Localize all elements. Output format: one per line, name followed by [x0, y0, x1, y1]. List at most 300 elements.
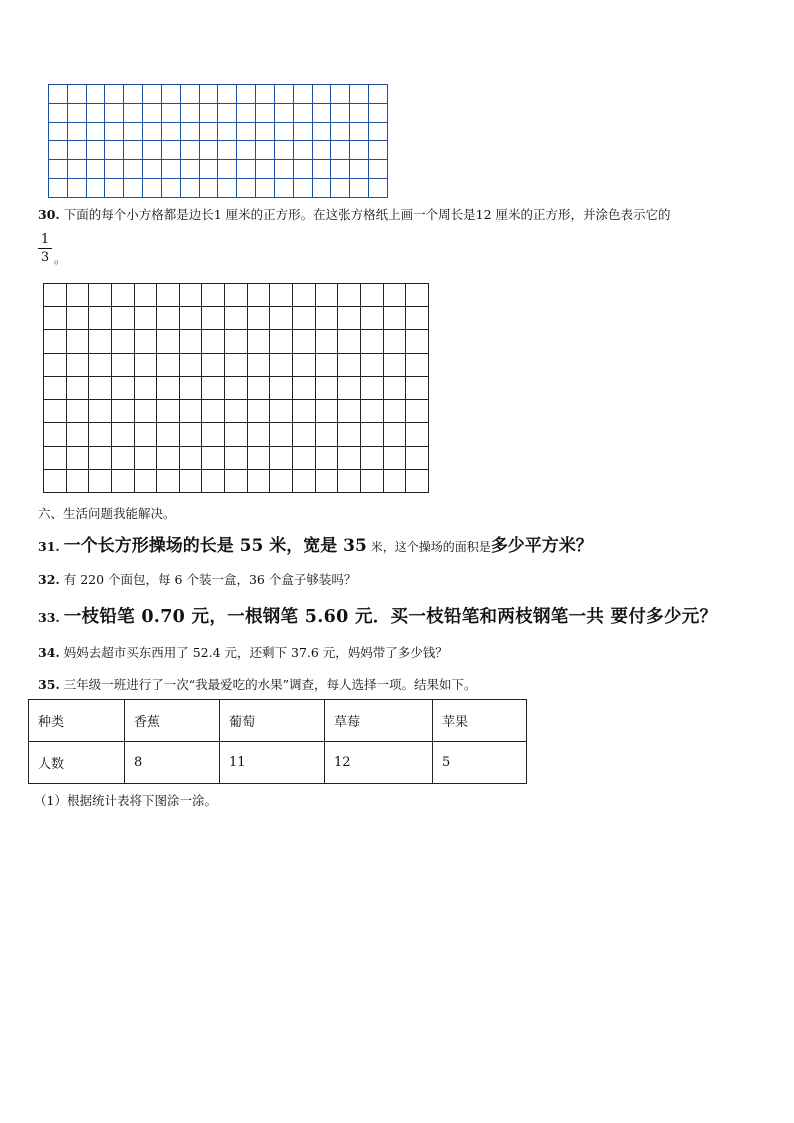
- grid-cell: [383, 446, 406, 469]
- grid-cell: [312, 122, 331, 141]
- grid-cell: [331, 141, 350, 160]
- grid-cell: [179, 446, 202, 469]
- grid-cell: [66, 307, 89, 330]
- grid-cell: [270, 307, 293, 330]
- grid-cell: [134, 330, 157, 353]
- grid-cell: [293, 122, 312, 141]
- grid-cell: [67, 179, 86, 198]
- grid-cell: [312, 179, 331, 198]
- table-cell: 苹果: [433, 700, 527, 742]
- grid-cell: [67, 141, 86, 160]
- grid-cell: [383, 330, 406, 353]
- grid-cell: [202, 330, 225, 353]
- grid-cell: [89, 330, 112, 353]
- fruit-survey-table: [28, 699, 527, 784]
- grid-cell: [161, 179, 180, 198]
- grid-cell: [143, 85, 162, 104]
- grid-cell: [218, 160, 237, 179]
- grid-cell: [199, 160, 218, 179]
- grid-cell: [360, 469, 383, 492]
- grid-cell: [44, 330, 67, 353]
- grid-row: [49, 122, 388, 141]
- grid-cell: [86, 141, 105, 160]
- grid-cell: [293, 376, 316, 399]
- grid-cell: [49, 122, 68, 141]
- grid-row: [44, 353, 429, 376]
- grid-cell: [237, 85, 256, 104]
- grid-cell: [124, 103, 143, 122]
- grid-cell: [157, 353, 180, 376]
- grid-cell: [293, 179, 312, 198]
- grid-cell: [225, 376, 248, 399]
- grid-cell: [406, 284, 429, 307]
- grid-cell: [293, 446, 316, 469]
- grid-cell: [179, 469, 202, 492]
- question-text: 下面的每个小方格都是边长1 厘米的正方形。在这张方格纸上画一个周长是12 厘米的正方形，并涂色表示它的: [63, 207, 671, 222]
- grid-cell: [66, 423, 89, 446]
- grid-cell: [406, 376, 429, 399]
- grid-cell: [225, 446, 248, 469]
- grid-cell: [111, 400, 134, 423]
- grid-cell: [331, 85, 350, 104]
- table-cell: 5: [433, 742, 527, 784]
- grid-cell: [180, 160, 199, 179]
- grid-cell: [406, 400, 429, 423]
- grid-cell: [237, 103, 256, 122]
- grid-cell: [111, 376, 134, 399]
- grid-cell: [360, 376, 383, 399]
- grid-cell: [270, 353, 293, 376]
- grid-cell: [369, 122, 388, 141]
- grid-cell: [270, 330, 293, 353]
- table-cell: 种类: [29, 700, 125, 742]
- grid-cell: [225, 353, 248, 376]
- grid-cell: [274, 160, 293, 179]
- grid-cell: [180, 141, 199, 160]
- grid-cell: [383, 469, 406, 492]
- grid-cell: [350, 122, 369, 141]
- grid-cell: [293, 330, 316, 353]
- grid-cell: [338, 307, 361, 330]
- grid-cell: [406, 446, 429, 469]
- grid-cell: [293, 284, 316, 307]
- grid-cell: [360, 400, 383, 423]
- grid-cell: [369, 179, 388, 198]
- grid-cell: [49, 141, 68, 160]
- grid-cell: [225, 400, 248, 423]
- grid-cell: [225, 423, 248, 446]
- grid-cell: [237, 160, 256, 179]
- grid-cell: [274, 103, 293, 122]
- grid-cell: [293, 400, 316, 423]
- grid-cell: [44, 423, 67, 446]
- grid-cell: [179, 353, 202, 376]
- grid-cell: [350, 85, 369, 104]
- grid-cell: [360, 353, 383, 376]
- grid-cell: [338, 400, 361, 423]
- grid-cell: [199, 179, 218, 198]
- grid-cell: [44, 400, 67, 423]
- grid-cell: [315, 307, 338, 330]
- grid-cell: [44, 469, 67, 492]
- grid-cell: [143, 179, 162, 198]
- grid-cell: [274, 141, 293, 160]
- table-cell: 11: [220, 742, 325, 784]
- grid-cell: [225, 307, 248, 330]
- grid-cell: [406, 353, 429, 376]
- table-row: [29, 742, 527, 784]
- grid-cell: [202, 353, 225, 376]
- grid-cell: [293, 141, 312, 160]
- grid-cell: [247, 446, 270, 469]
- grid-cell: [105, 85, 124, 104]
- grid-cell: [66, 400, 89, 423]
- question-text: 三年级一班进行了一次“我最爱吃的水果”调查，每人选择一项。结果如下。: [63, 677, 477, 692]
- grid-cell: [312, 160, 331, 179]
- grid-cell: [67, 103, 86, 122]
- grid-cell: [218, 179, 237, 198]
- grid-cell: [315, 284, 338, 307]
- grid-cell: [67, 160, 86, 179]
- grid-cell: [270, 284, 293, 307]
- grid-cell: [256, 141, 275, 160]
- question-number: 35.: [38, 677, 60, 692]
- grid-cell: [89, 446, 112, 469]
- grid-cell: [237, 179, 256, 198]
- grid-cell: [315, 330, 338, 353]
- question-text-part3: 多少平方米？: [490, 536, 593, 556]
- grid-cell: [111, 423, 134, 446]
- question-text: 有 220 个面包，每 6 个装一盒，36 个盒子够装吗？: [63, 572, 357, 587]
- grid-cell: [124, 141, 143, 160]
- question-34: [38, 645, 448, 661]
- grid-cell: [274, 85, 293, 104]
- question-text-part1: 一个长方形操场的长是 55 米，宽是 35: [63, 536, 367, 556]
- grid-cell: [111, 353, 134, 376]
- grid-cell: [338, 330, 361, 353]
- grid-cell: [143, 160, 162, 179]
- grid-cell: [111, 469, 134, 492]
- grid-cell: [237, 141, 256, 160]
- question-number: 34.: [38, 645, 60, 660]
- grid-row: [44, 307, 429, 330]
- section-title: 六、生活问题我能解决。: [38, 506, 176, 521]
- grid-cell: [312, 103, 331, 122]
- grid-cell: [86, 103, 105, 122]
- grid-cell: [157, 423, 180, 446]
- grid-cell: [89, 307, 112, 330]
- sub-question-1: （1）根据统计表将下图涂一涂。: [34, 793, 217, 808]
- grid-cell: [237, 122, 256, 141]
- grid-cell: [134, 284, 157, 307]
- grid-cell: [67, 85, 86, 104]
- grid-cell: [270, 469, 293, 492]
- grid-cell: [293, 85, 312, 104]
- grid-cell: [179, 400, 202, 423]
- grid-cell: [338, 446, 361, 469]
- fraction-one-third: [38, 232, 52, 265]
- question-33: [38, 606, 717, 629]
- grid-cell: [338, 469, 361, 492]
- grid-cell: [350, 179, 369, 198]
- grid-cell: [89, 423, 112, 446]
- grid-row: [49, 160, 388, 179]
- grid-cell: [89, 284, 112, 307]
- grid-cell: [350, 103, 369, 122]
- question-number: 30.: [38, 207, 60, 222]
- grid-cell: [202, 446, 225, 469]
- grid-row: [49, 179, 388, 198]
- grid-cell: [293, 103, 312, 122]
- grid-cell: [218, 122, 237, 141]
- grid-cell: [369, 85, 388, 104]
- grid-cell: [270, 446, 293, 469]
- grid-cell: [157, 284, 180, 307]
- grid-cell: [86, 160, 105, 179]
- grid-row: [44, 469, 429, 492]
- grid-cell: [247, 307, 270, 330]
- grid-cell: [66, 353, 89, 376]
- grid-cell: [66, 469, 89, 492]
- grid-cell: [256, 122, 275, 141]
- grid-cell: [383, 284, 406, 307]
- grid-cell: [124, 85, 143, 104]
- grid-cell: [143, 103, 162, 122]
- grid-cell: [66, 376, 89, 399]
- grid-cell: [157, 400, 180, 423]
- grid-cell: [218, 141, 237, 160]
- grid-cell: [315, 423, 338, 446]
- grid-cell: [350, 160, 369, 179]
- fraction-end-punct: 。: [54, 252, 67, 266]
- grid-cell: [44, 376, 67, 399]
- grid-cell: [134, 353, 157, 376]
- grid-cell: [247, 353, 270, 376]
- table-cell: 12: [325, 742, 433, 784]
- grid-cell: [199, 141, 218, 160]
- grid-cell: [247, 330, 270, 353]
- table-cell: 葡萄: [220, 700, 325, 742]
- grid-cell: [89, 469, 112, 492]
- table-row-header: [29, 700, 527, 742]
- grid-cell: [350, 141, 369, 160]
- grid-cell: [111, 284, 134, 307]
- grid-cell: [157, 446, 180, 469]
- question-text: 妈妈去超市买东西用了 52.4 元，还剩下 37.6 元，妈妈带了多少钱？: [63, 645, 448, 660]
- grid-cell: [331, 160, 350, 179]
- grid-cell: [49, 160, 68, 179]
- grid-cell: [383, 353, 406, 376]
- grid-cell: [247, 376, 270, 399]
- grid-cell: [369, 103, 388, 122]
- grid-row: [49, 85, 388, 104]
- grid-cell: [202, 469, 225, 492]
- grid-cell: [338, 423, 361, 446]
- grid-cell: [86, 122, 105, 141]
- grid-cell: [134, 423, 157, 446]
- grid-cell: [105, 179, 124, 198]
- grid-cell: [86, 179, 105, 198]
- grid-cell: [49, 179, 68, 198]
- grid-cell: [338, 376, 361, 399]
- grid-cell: [157, 376, 180, 399]
- grid-cell: [179, 376, 202, 399]
- grid-paper-main: [43, 283, 429, 493]
- grid-cell: [315, 376, 338, 399]
- grid-cell: [161, 141, 180, 160]
- grid-cell: [406, 307, 429, 330]
- grid-row: [44, 284, 429, 307]
- grid-cell: [383, 400, 406, 423]
- grid-cell: [66, 330, 89, 353]
- grid-cell: [293, 307, 316, 330]
- question-text: 一枝铅笔 0.70 元，一根钢笔 5.60 元．买一枝铅笔和两枝钢笔一共 要付多少元？: [63, 607, 718, 627]
- grid-cell: [247, 284, 270, 307]
- table-cell: 香蕉: [125, 700, 220, 742]
- grid-cell: [161, 122, 180, 141]
- question-30: [38, 207, 671, 223]
- question-31: [38, 535, 593, 558]
- grid-cell: [180, 85, 199, 104]
- grid-cell: [180, 103, 199, 122]
- grid-row: [44, 376, 429, 399]
- grid-cell: [134, 400, 157, 423]
- table-cell: 人数: [29, 742, 125, 784]
- grid-cell: [111, 446, 134, 469]
- grid-cell: [134, 469, 157, 492]
- grid-cell: [105, 160, 124, 179]
- grid-cell: [225, 469, 248, 492]
- grid-cell: [180, 179, 199, 198]
- grid-cell: [180, 122, 199, 141]
- grid-cell: [44, 446, 67, 469]
- grid-row: [44, 423, 429, 446]
- grid-cell: [199, 122, 218, 141]
- grid-cell: [256, 103, 275, 122]
- grid-cell: [383, 423, 406, 446]
- grid-cell: [315, 400, 338, 423]
- grid-cell: [105, 141, 124, 160]
- grid-cell: [218, 103, 237, 122]
- grid-cell: [199, 85, 218, 104]
- grid-cell: [124, 160, 143, 179]
- grid-cell: [274, 122, 293, 141]
- grid-row: [44, 446, 429, 469]
- fraction-bar: [38, 248, 52, 249]
- grid-cell: [202, 400, 225, 423]
- grid-cell: [338, 284, 361, 307]
- grid-cell: [105, 122, 124, 141]
- grid-cell: [312, 141, 331, 160]
- grid-cell: [179, 307, 202, 330]
- grid-cell: [44, 307, 67, 330]
- grid-cell: [315, 446, 338, 469]
- grid-cell: [66, 446, 89, 469]
- grid-cell: [315, 469, 338, 492]
- grid-cell: [270, 376, 293, 399]
- grid-cell: [202, 423, 225, 446]
- grid-cell: [66, 284, 89, 307]
- fraction-denominator: 3: [40, 250, 50, 265]
- grid-cell: [179, 423, 202, 446]
- grid-cell: [360, 423, 383, 446]
- grid-cell: [360, 446, 383, 469]
- grid-cell: [218, 85, 237, 104]
- grid-cell: [338, 353, 361, 376]
- grid-cell: [256, 179, 275, 198]
- table-cell: 草莓: [325, 700, 433, 742]
- grid-cell: [202, 284, 225, 307]
- question-number: 31.: [38, 539, 60, 554]
- grid-cell: [293, 353, 316, 376]
- grid-cell: [293, 423, 316, 446]
- grid-cell: [143, 122, 162, 141]
- grid-cell: [111, 307, 134, 330]
- grid-cell: [312, 85, 331, 104]
- grid-cell: [44, 284, 67, 307]
- question-text-part2: 米，这个操场的面积是: [370, 540, 491, 554]
- grid-cell: [124, 122, 143, 141]
- grid-cell: [161, 103, 180, 122]
- grid-cell: [406, 423, 429, 446]
- question-number: 33.: [38, 610, 60, 625]
- question-number: 32.: [38, 572, 60, 587]
- grid-row: [44, 400, 429, 423]
- grid-cell: [157, 307, 180, 330]
- grid-cell: [247, 469, 270, 492]
- grid-cell: [331, 103, 350, 122]
- grid-cell: [360, 284, 383, 307]
- grid-cell: [134, 376, 157, 399]
- grid-cell: [274, 179, 293, 198]
- grid-cell: [157, 330, 180, 353]
- grid-cell: [360, 307, 383, 330]
- grid-cell: [161, 85, 180, 104]
- grid-row: [49, 103, 388, 122]
- grid-cell: [161, 160, 180, 179]
- grid-cell: [157, 469, 180, 492]
- grid-cell: [86, 85, 105, 104]
- grid-cell: [331, 122, 350, 141]
- grid-cell: [179, 330, 202, 353]
- grid-cell: [270, 400, 293, 423]
- grid-cell: [360, 330, 383, 353]
- grid-paper-top: [48, 84, 388, 198]
- grid-cell: [134, 307, 157, 330]
- question-32: [38, 572, 356, 588]
- grid-row: [49, 141, 388, 160]
- grid-cell: [49, 85, 68, 104]
- grid-cell: [383, 307, 406, 330]
- grid-cell: [256, 160, 275, 179]
- grid-cell: [369, 160, 388, 179]
- grid-cell: [134, 446, 157, 469]
- grid-cell: [247, 400, 270, 423]
- grid-cell: [293, 469, 316, 492]
- grid-cell: [331, 179, 350, 198]
- grid-cell: [256, 85, 275, 104]
- grid-cell: [383, 376, 406, 399]
- grid-cell: [315, 353, 338, 376]
- grid-cell: [111, 330, 134, 353]
- grid-cell: [406, 469, 429, 492]
- grid-cell: [124, 179, 143, 198]
- grid-cell: [89, 376, 112, 399]
- grid-cell: [89, 353, 112, 376]
- grid-cell: [49, 103, 68, 122]
- grid-cell: [105, 103, 124, 122]
- table-cell: 8: [125, 742, 220, 784]
